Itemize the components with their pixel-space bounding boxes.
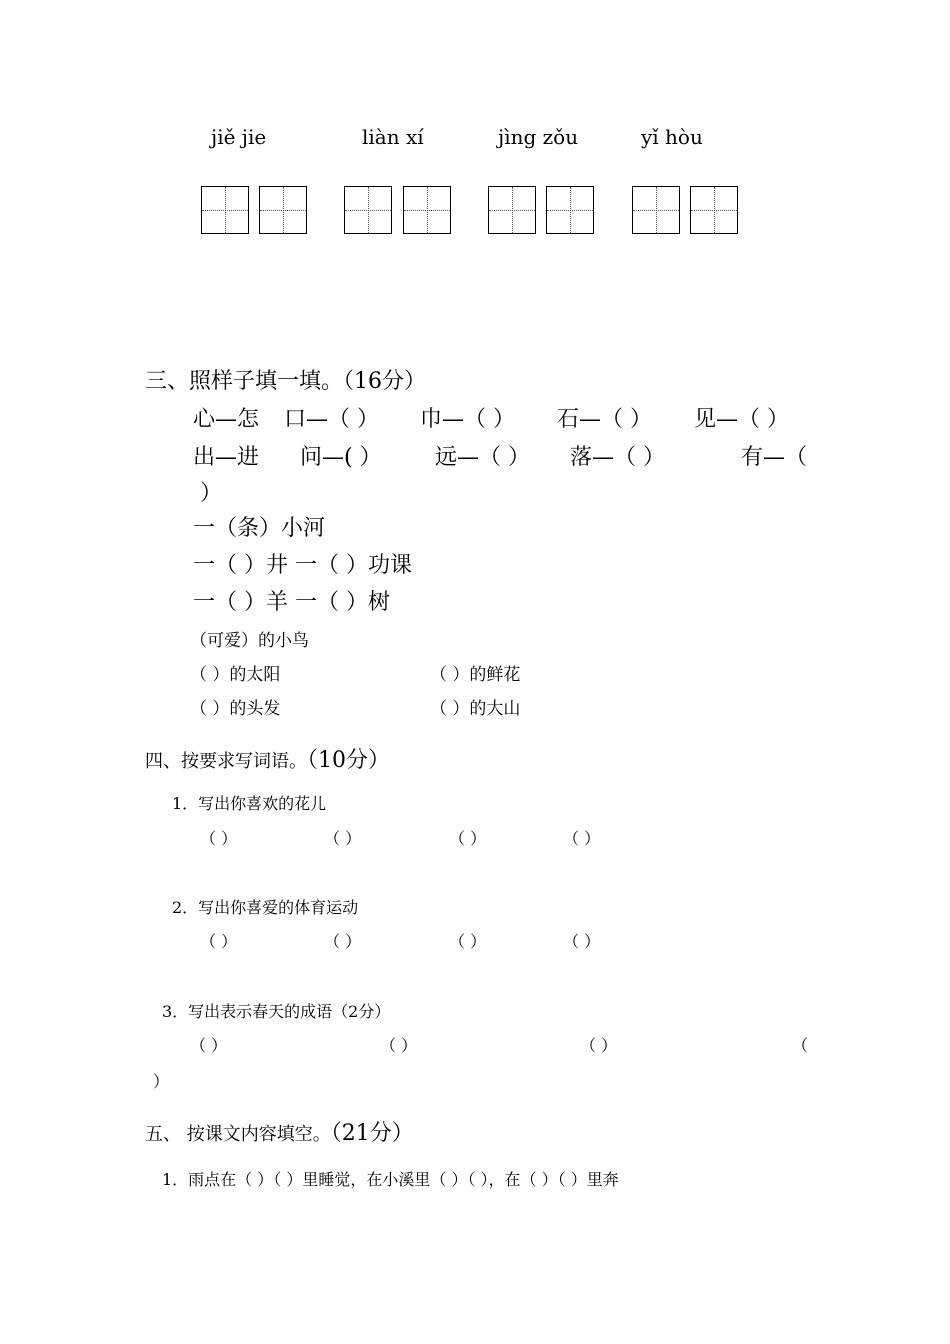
answer-paren-close: ）	[153, 1072, 170, 1091]
answer-paren-long: （ ）	[580, 1036, 618, 1055]
q3-spring-idioms: 3．写出表示春天的成语（2分）	[162, 1002, 391, 1021]
measure-word-line2: 一（ ）羊 一（ ）树	[193, 590, 390, 615]
pair-kou: 口—（ ）	[284, 407, 379, 432]
writing-box[interactable]	[344, 186, 392, 234]
adjective-toufa: （ ）的头发	[190, 699, 281, 719]
pair-jin: 巾—（ ）	[420, 407, 515, 432]
section4-title-text: 四、按要求写词语。	[145, 751, 307, 772]
answer-paren: （ ）	[200, 932, 238, 951]
adjective-dashan: （ ）的大山	[430, 699, 521, 719]
adjective-example: （可爱）的小鸟	[190, 631, 309, 651]
answer-paren: （ ）	[200, 829, 238, 848]
writing-box[interactable]	[259, 186, 307, 234]
writing-box[interactable]	[403, 186, 451, 234]
section5-score: （21分）	[330, 1121, 414, 1146]
pair-you-close: ）	[200, 481, 223, 506]
measure-word-line1: 一（ ）井 一（ ）功课	[193, 553, 412, 578]
pair-shi: 石—（ ）	[557, 407, 652, 432]
answer-paren: （ ）	[324, 829, 362, 848]
writing-box[interactable]	[201, 186, 249, 234]
section5-title-text: 五、 按课文内容填空。	[145, 1124, 331, 1145]
answer-paren: （ ）	[449, 829, 487, 848]
adjective-taiyang: （ ）的太阳	[190, 665, 281, 685]
answer-paren: （ ）	[563, 829, 601, 848]
pair-yuan: 远—（ ）	[435, 445, 530, 470]
pair-jian: 见—（ ）	[694, 407, 789, 432]
pair-you: 有—（	[741, 445, 808, 470]
pair-example-2: 出—进	[193, 445, 260, 470]
adjective-xianhua: （ ）的鲜花	[430, 665, 521, 685]
section3-title: 三、照样子填一填。（16分）	[145, 369, 426, 394]
section5-q1: 1．雨点在（ ）（ ）里睡觉，在小溪里（ ）（ ），在（ ）（ ）里奔	[162, 1170, 619, 1189]
pair-example: 心—怎	[193, 407, 260, 432]
answer-paren-open: （	[792, 1036, 809, 1055]
answer-paren: （ ）	[324, 932, 362, 951]
writing-box[interactable]	[488, 186, 536, 234]
pinyin-jiejie: jiě jie	[211, 125, 267, 149]
answer-paren-long: （ ）	[380, 1036, 418, 1055]
pair-luo: 落—（ ）	[570, 445, 665, 470]
section5-title	[145, 1116, 414, 1147]
writing-box[interactable]	[690, 186, 738, 234]
pinyin-yihou: yǐ hòu	[641, 125, 703, 149]
answer-paren: （ ）	[449, 932, 487, 951]
writing-box[interactable]	[546, 186, 594, 234]
pair-wen: 问—( ）	[300, 445, 382, 470]
answer-paren: （ ）	[563, 932, 601, 951]
writing-box[interactable]	[632, 186, 680, 234]
pinyin-jingzou: jìng zǒu	[498, 125, 579, 149]
answer-paren-long: （ ）	[190, 1036, 228, 1055]
section4-title	[145, 743, 390, 774]
pinyin-lianxi: liàn xí	[362, 125, 424, 149]
q1-flowers: 1．写出你喜欢的花儿	[172, 794, 327, 813]
section4-score: （10分）	[307, 748, 390, 773]
q2-sports: 2．写出你喜爱的体育运动	[172, 898, 359, 917]
measure-word-example: 一（条）小河	[193, 516, 326, 541]
